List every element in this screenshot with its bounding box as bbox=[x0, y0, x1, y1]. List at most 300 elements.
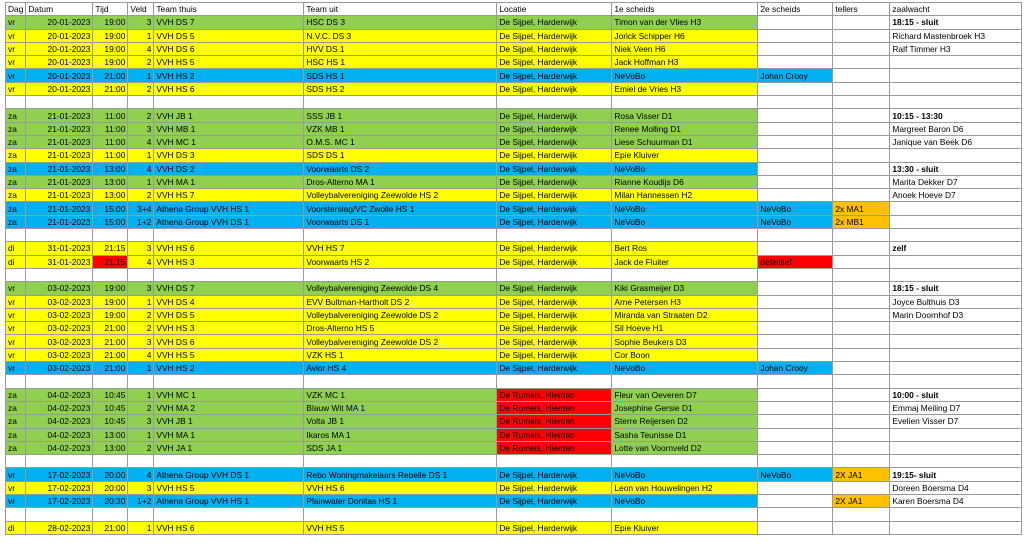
counters-cell[interactable] bbox=[833, 255, 890, 268]
empty-cell[interactable] bbox=[128, 455, 154, 468]
day-cell[interactable]: za bbox=[6, 388, 26, 401]
referee-1-cell[interactable]: Epie Kluiver bbox=[612, 521, 758, 534]
location-cell[interactable]: De Sijpel, Harderwijk bbox=[497, 282, 612, 295]
empty-cell[interactable] bbox=[833, 96, 890, 109]
field-cell[interactable]: 1+2 bbox=[128, 215, 154, 228]
time-cell[interactable]: 13:00 bbox=[93, 189, 128, 202]
time-cell[interactable]: 11:00 bbox=[93, 135, 128, 148]
hall-watch-cell[interactable] bbox=[890, 428, 1022, 441]
referee-2-cell[interactable] bbox=[758, 242, 833, 255]
counters-cell[interactable] bbox=[833, 481, 890, 494]
time-cell[interactable]: 19:00 bbox=[93, 42, 128, 55]
empty-cell[interactable] bbox=[890, 229, 1022, 242]
away-team-cell[interactable]: VZK MC 1 bbox=[304, 388, 497, 401]
empty-cell[interactable] bbox=[128, 229, 154, 242]
hall-watch-cell[interactable]: Evelien Visser D7 bbox=[890, 415, 1022, 428]
empty-cell[interactable] bbox=[758, 455, 833, 468]
counters-cell[interactable] bbox=[833, 401, 890, 414]
day-cell[interactable]: za bbox=[6, 109, 26, 122]
field-cell[interactable]: 1 bbox=[128, 521, 154, 534]
location-cell[interactable]: De Sijpel, Harderwijk bbox=[497, 42, 612, 55]
date-cell[interactable]: 21-01-2023 bbox=[26, 162, 93, 175]
time-cell[interactable]: 11:00 bbox=[93, 122, 128, 135]
empty-cell[interactable] bbox=[497, 96, 612, 109]
empty-cell[interactable] bbox=[154, 375, 304, 388]
counters-cell[interactable] bbox=[833, 56, 890, 69]
away-team-cell[interactable]: SSS JB 1 bbox=[304, 109, 497, 122]
date-cell[interactable]: 03-02-2023 bbox=[26, 295, 93, 308]
field-cell[interactable]: 3 bbox=[128, 16, 154, 29]
referee-1-cell[interactable]: NeVoBo bbox=[612, 69, 758, 82]
counters-cell[interactable] bbox=[833, 335, 890, 348]
hall-watch-cell[interactable] bbox=[890, 215, 1022, 228]
home-team-cell[interactable]: VVH DS 6 bbox=[154, 42, 304, 55]
referee-1-cell[interactable]: Rianne Koudijs D6 bbox=[612, 175, 758, 188]
away-team-cell[interactable]: SDS HS 2 bbox=[304, 82, 497, 95]
field-cell[interactable]: 4 bbox=[128, 468, 154, 481]
counters-cell[interactable] bbox=[833, 29, 890, 42]
counters-cell[interactable] bbox=[833, 521, 890, 534]
time-cell[interactable]: 13:00 bbox=[93, 441, 128, 454]
home-team-cell[interactable]: VVH HS 3 bbox=[154, 255, 304, 268]
date-cell[interactable]: 31-01-2023 bbox=[26, 255, 93, 268]
referee-2-cell[interactable] bbox=[758, 122, 833, 135]
empty-cell[interactable] bbox=[758, 508, 833, 521]
location-cell[interactable]: De Sijpel, Harderwijk bbox=[497, 322, 612, 335]
time-cell[interactable]: 21:00 bbox=[93, 82, 128, 95]
date-cell[interactable]: 04-02-2023 bbox=[26, 415, 93, 428]
home-team-cell[interactable]: VVH DS 4 bbox=[154, 295, 304, 308]
header-cell[interactable]: 1e scheids bbox=[612, 3, 758, 16]
referee-2-cell[interactable] bbox=[758, 56, 833, 69]
referee-2-cell[interactable] bbox=[758, 29, 833, 42]
away-team-cell[interactable]: HVV DS 1 bbox=[304, 42, 497, 55]
away-team-cell[interactable]: Dros-Alterno HS 5 bbox=[304, 322, 497, 335]
field-cell[interactable]: 1 bbox=[128, 388, 154, 401]
home-team-cell[interactable]: Athena Group VVH DS 1 bbox=[154, 468, 304, 481]
home-team-cell[interactable]: VVH HS 2 bbox=[154, 362, 304, 375]
away-team-cell[interactable]: N.V.C. DS 3 bbox=[304, 29, 497, 42]
empty-cell[interactable] bbox=[154, 229, 304, 242]
field-cell[interactable]: 1 bbox=[128, 29, 154, 42]
date-cell[interactable]: 21-01-2023 bbox=[26, 135, 93, 148]
date-cell[interactable]: 03-02-2023 bbox=[26, 348, 93, 361]
date-cell[interactable]: 21-01-2023 bbox=[26, 189, 93, 202]
referee-1-cell[interactable]: Jack Hoffman H3 bbox=[612, 56, 758, 69]
away-team-cell[interactable]: SDS JA 1 bbox=[304, 441, 497, 454]
header-cell[interactable]: Locatie bbox=[497, 3, 612, 16]
empty-cell[interactable] bbox=[497, 268, 612, 281]
empty-cell[interactable] bbox=[497, 375, 612, 388]
header-cell[interactable]: 2e scheids bbox=[758, 3, 833, 16]
empty-cell[interactable] bbox=[154, 455, 304, 468]
time-cell[interactable]: 13:00 bbox=[93, 175, 128, 188]
location-cell[interactable]: De Sijpel, Harderwijk bbox=[497, 56, 612, 69]
hall-watch-cell[interactable] bbox=[890, 521, 1022, 534]
empty-cell[interactable] bbox=[304, 96, 497, 109]
time-cell[interactable]: 21:00 bbox=[93, 348, 128, 361]
empty-cell[interactable] bbox=[128, 375, 154, 388]
header-cell[interactable]: Veld bbox=[128, 3, 154, 16]
away-team-cell[interactable]: Dros-Alterno MA 1 bbox=[304, 175, 497, 188]
referee-2-cell[interactable]: Johan Crooy bbox=[758, 362, 833, 375]
location-cell[interactable]: De Sijpel, Harderwijk bbox=[497, 202, 612, 215]
referee-1-cell[interactable]: Bert Ros bbox=[612, 242, 758, 255]
referee-1-cell[interactable]: NeVoBo bbox=[612, 202, 758, 215]
date-cell[interactable]: 17-02-2023 bbox=[26, 468, 93, 481]
referee-1-cell[interactable]: Epie Kluiver bbox=[612, 149, 758, 162]
empty-cell[interactable] bbox=[93, 375, 128, 388]
hall-watch-cell[interactable] bbox=[890, 362, 1022, 375]
date-cell[interactable]: 03-02-2023 bbox=[26, 335, 93, 348]
day-cell[interactable]: za bbox=[6, 215, 26, 228]
header-cell[interactable]: Dag bbox=[6, 3, 26, 16]
field-cell[interactable]: 4 bbox=[128, 42, 154, 55]
away-team-cell[interactable]: VVH HS 7 bbox=[304, 242, 497, 255]
date-cell[interactable]: 20-01-2023 bbox=[26, 16, 93, 29]
hall-watch-cell[interactable]: Doreen Boersma D4 bbox=[890, 481, 1022, 494]
date-cell[interactable]: 04-02-2023 bbox=[26, 441, 93, 454]
location-cell[interactable]: De Sijpel, Harderwijk bbox=[497, 109, 612, 122]
field-cell[interactable]: 2 bbox=[128, 109, 154, 122]
referee-1-cell[interactable]: Kiki Grasmeijer D3 bbox=[612, 282, 758, 295]
day-cell[interactable]: di bbox=[6, 521, 26, 534]
date-cell[interactable]: 21-01-2023 bbox=[26, 175, 93, 188]
hall-watch-cell[interactable] bbox=[890, 335, 1022, 348]
empty-cell[interactable] bbox=[612, 96, 758, 109]
empty-cell[interactable] bbox=[154, 268, 304, 281]
referee-2-cell[interactable] bbox=[758, 481, 833, 494]
empty-cell[interactable] bbox=[833, 508, 890, 521]
referee-1-cell[interactable]: Jack de Fluiter bbox=[612, 255, 758, 268]
time-cell[interactable]: 21:15 bbox=[93, 255, 128, 268]
time-cell[interactable]: 19:00 bbox=[93, 308, 128, 321]
home-team-cell[interactable]: VVH HS 5 bbox=[154, 56, 304, 69]
field-cell[interactable]: 3+4 bbox=[128, 202, 154, 215]
referee-2-cell[interactable] bbox=[758, 415, 833, 428]
empty-cell[interactable] bbox=[612, 375, 758, 388]
referee-2-cell[interactable] bbox=[758, 16, 833, 29]
counters-cell[interactable] bbox=[833, 362, 890, 375]
day-cell[interactable]: vr bbox=[6, 29, 26, 42]
home-team-cell[interactable]: VVH HS 5 bbox=[154, 481, 304, 494]
away-team-cell[interactable]: Voorwaarts DS 2 bbox=[304, 162, 497, 175]
counters-cell[interactable]: 2x MA1 bbox=[833, 202, 890, 215]
hall-watch-cell[interactable]: Richard Mastenbroek H3 bbox=[890, 29, 1022, 42]
day-cell[interactable]: di bbox=[6, 255, 26, 268]
empty-cell[interactable] bbox=[612, 268, 758, 281]
day-cell[interactable]: vr bbox=[6, 494, 26, 507]
empty-cell[interactable] bbox=[26, 375, 93, 388]
location-cell[interactable]: De Sijpel, Harderwijk bbox=[497, 481, 612, 494]
field-cell[interactable]: 3 bbox=[128, 122, 154, 135]
referee-1-cell[interactable]: Rosa Visser D1 bbox=[612, 109, 758, 122]
counters-cell[interactable] bbox=[833, 282, 890, 295]
referee-1-cell[interactable]: Liese Schuurman D1 bbox=[612, 135, 758, 148]
referee-2-cell[interactable] bbox=[758, 149, 833, 162]
location-cell[interactable]: De Rumels, Hierden bbox=[497, 428, 612, 441]
away-team-cell[interactable]: VVH HS 5 bbox=[304, 521, 497, 534]
header-cell[interactable]: Tijd bbox=[93, 3, 128, 16]
referee-1-cell[interactable]: Sil Hoeve H1 bbox=[612, 322, 758, 335]
date-cell[interactable]: 21-01-2023 bbox=[26, 109, 93, 122]
empty-cell[interactable] bbox=[128, 96, 154, 109]
field-cell[interactable]: 2 bbox=[128, 441, 154, 454]
home-team-cell[interactable]: VVH DS 7 bbox=[154, 282, 304, 295]
date-cell[interactable]: 03-02-2023 bbox=[26, 282, 93, 295]
time-cell[interactable]: 19:00 bbox=[93, 29, 128, 42]
home-team-cell[interactable]: VVH MC 1 bbox=[154, 135, 304, 148]
location-cell[interactable]: De Sijpel, Harderwijk bbox=[497, 162, 612, 175]
home-team-cell[interactable]: VVH HS 2 bbox=[154, 69, 304, 82]
empty-cell[interactable] bbox=[612, 455, 758, 468]
empty-cell[interactable] bbox=[758, 229, 833, 242]
day-cell[interactable]: za bbox=[6, 202, 26, 215]
empty-cell[interactable] bbox=[497, 229, 612, 242]
empty-cell[interactable] bbox=[26, 455, 93, 468]
header-cell[interactable]: Team thuis bbox=[154, 3, 304, 16]
referee-2-cell[interactable] bbox=[758, 42, 833, 55]
time-cell[interactable]: 20:00 bbox=[93, 468, 128, 481]
field-cell[interactable]: 4 bbox=[128, 348, 154, 361]
hall-watch-cell[interactable]: Emmaj Meiling D7 bbox=[890, 401, 1022, 414]
hall-watch-cell[interactable]: Karen Boersma D4 bbox=[890, 494, 1022, 507]
hall-watch-cell[interactable]: Anoek Hoeve D7 bbox=[890, 189, 1022, 202]
empty-cell[interactable] bbox=[833, 268, 890, 281]
hall-watch-cell[interactable] bbox=[890, 56, 1022, 69]
hall-watch-cell[interactable]: Marita Dekker D7 bbox=[890, 175, 1022, 188]
date-cell[interactable]: 17-02-2023 bbox=[26, 494, 93, 507]
counters-cell[interactable] bbox=[833, 135, 890, 148]
hall-watch-cell[interactable]: 18:15 - sluit bbox=[890, 282, 1022, 295]
field-cell[interactable]: 2 bbox=[128, 322, 154, 335]
referee-1-cell[interactable]: Arne Petersen H3 bbox=[612, 295, 758, 308]
hall-watch-cell[interactable] bbox=[890, 149, 1022, 162]
referee-1-cell[interactable]: Sophie Beukers D3 bbox=[612, 335, 758, 348]
location-cell[interactable]: De Sijpel, Harderwijk bbox=[497, 242, 612, 255]
date-cell[interactable]: 03-02-2023 bbox=[26, 308, 93, 321]
referee-2-cell[interactable] bbox=[758, 282, 833, 295]
location-cell[interactable]: De Sijpel, Harderwijk bbox=[497, 308, 612, 321]
home-team-cell[interactable]: VVH HS 6 bbox=[154, 82, 304, 95]
day-cell[interactable]: za bbox=[6, 149, 26, 162]
day-cell[interactable]: vr bbox=[6, 295, 26, 308]
date-cell[interactable]: 21-01-2023 bbox=[26, 215, 93, 228]
time-cell[interactable]: 19:00 bbox=[93, 56, 128, 69]
counters-cell[interactable] bbox=[833, 322, 890, 335]
day-cell[interactable]: za bbox=[6, 189, 26, 202]
time-cell[interactable]: 21:00 bbox=[93, 362, 128, 375]
referee-2-cell[interactable] bbox=[758, 135, 833, 148]
empty-cell[interactable] bbox=[304, 375, 497, 388]
referee-1-cell[interactable]: Lotte van Voornveld D2 bbox=[612, 441, 758, 454]
time-cell[interactable]: 19:00 bbox=[93, 282, 128, 295]
hall-watch-cell[interactable] bbox=[890, 441, 1022, 454]
empty-cell[interactable] bbox=[890, 375, 1022, 388]
away-team-cell[interactable]: HSC HS 1 bbox=[304, 56, 497, 69]
counters-cell[interactable] bbox=[833, 42, 890, 55]
referee-2-cell[interactable]: NeVoBo bbox=[758, 215, 833, 228]
home-team-cell[interactable]: VVH MA 1 bbox=[154, 175, 304, 188]
day-cell[interactable]: vr bbox=[6, 468, 26, 481]
date-cell[interactable]: 03-02-2023 bbox=[26, 362, 93, 375]
home-team-cell[interactable]: VVH JA 1 bbox=[154, 441, 304, 454]
time-cell[interactable]: 13:00 bbox=[93, 428, 128, 441]
location-cell[interactable]: De Sijpel, Harderwijk bbox=[497, 215, 612, 228]
field-cell[interactable]: 4 bbox=[128, 135, 154, 148]
empty-cell[interactable] bbox=[612, 229, 758, 242]
field-cell[interactable]: 2 bbox=[128, 401, 154, 414]
home-team-cell[interactable]: VVH MC 1 bbox=[154, 388, 304, 401]
time-cell[interactable]: 19:00 bbox=[93, 295, 128, 308]
referee-1-cell[interactable]: Miranda van Straaten D2 bbox=[612, 308, 758, 321]
referee-2-cell[interactable] bbox=[758, 521, 833, 534]
away-team-cell[interactable]: Volleybalvereniging Zeewolde DS 4 bbox=[304, 282, 497, 295]
date-cell[interactable]: 04-02-2023 bbox=[26, 428, 93, 441]
location-cell[interactable]: De Sijpel, Harderwijk bbox=[497, 16, 612, 29]
referee-1-cell[interactable]: NeVoBo bbox=[612, 162, 758, 175]
empty-cell[interactable] bbox=[26, 96, 93, 109]
counters-cell[interactable]: 2X JA1 bbox=[833, 468, 890, 481]
day-cell[interactable]: vr bbox=[6, 69, 26, 82]
location-cell[interactable]: De Sijpel, Harderwijk bbox=[497, 135, 612, 148]
referee-2-cell[interactable] bbox=[758, 388, 833, 401]
location-cell[interactable]: De Sijpel, Harderwijk bbox=[497, 122, 612, 135]
referee-2-cell[interactable] bbox=[758, 348, 833, 361]
referee-1-cell[interactable]: Cor Boon bbox=[612, 348, 758, 361]
home-team-cell[interactable]: VVH DS 5 bbox=[154, 29, 304, 42]
time-cell[interactable]: 10:45 bbox=[93, 415, 128, 428]
date-cell[interactable]: 31-01-2023 bbox=[26, 242, 93, 255]
home-team-cell[interactable]: VVH JB 1 bbox=[154, 109, 304, 122]
counters-cell[interactable] bbox=[833, 16, 890, 29]
home-team-cell[interactable]: VVH HS 3 bbox=[154, 322, 304, 335]
away-team-cell[interactable]: Voorsterslag/VC Zwolle HS 1 bbox=[304, 202, 497, 215]
time-cell[interactable]: 11:00 bbox=[93, 109, 128, 122]
empty-cell[interactable] bbox=[304, 455, 497, 468]
referee-2-cell[interactable]: NeVoBo bbox=[758, 468, 833, 481]
empty-cell[interactable] bbox=[497, 508, 612, 521]
time-cell[interactable]: 21:00 bbox=[93, 521, 128, 534]
referee-2-cell[interactable] bbox=[758, 308, 833, 321]
hall-watch-cell[interactable]: 19:15- sluit bbox=[890, 468, 1022, 481]
home-team-cell[interactable]: VVH DS 7 bbox=[154, 16, 304, 29]
referee-1-cell[interactable]: NeVoBo bbox=[612, 468, 758, 481]
empty-cell[interactable] bbox=[154, 96, 304, 109]
referee-2-cell[interactable] bbox=[758, 401, 833, 414]
empty-cell[interactable] bbox=[833, 229, 890, 242]
hall-watch-cell[interactable]: 13:30 - sluit bbox=[890, 162, 1022, 175]
away-team-cell[interactable]: Plainwater Donitas HS 1 bbox=[304, 494, 497, 507]
referee-1-cell[interactable]: Sterre Reijersen D2 bbox=[612, 415, 758, 428]
away-team-cell[interactable]: Voorwaarts HS 2 bbox=[304, 255, 497, 268]
home-team-cell[interactable]: VVH MB 1 bbox=[154, 122, 304, 135]
field-cell[interactable]: 3 bbox=[128, 415, 154, 428]
day-cell[interactable]: vr bbox=[6, 308, 26, 321]
day-cell[interactable]: vr bbox=[6, 16, 26, 29]
empty-cell[interactable] bbox=[6, 229, 26, 242]
field-cell[interactable]: 1 bbox=[128, 295, 154, 308]
counters-cell[interactable] bbox=[833, 308, 890, 321]
referee-1-cell[interactable]: NeVoBo bbox=[612, 362, 758, 375]
day-cell[interactable]: za bbox=[6, 428, 26, 441]
time-cell[interactable]: 15:00 bbox=[93, 202, 128, 215]
header-cell[interactable]: Datum bbox=[26, 3, 93, 16]
time-cell[interactable]: 15:00 bbox=[93, 215, 128, 228]
hall-watch-cell[interactable]: 18:15 - sluit bbox=[890, 16, 1022, 29]
empty-cell[interactable] bbox=[6, 96, 26, 109]
empty-cell[interactable] bbox=[93, 508, 128, 521]
field-cell[interactable]: 4 bbox=[128, 255, 154, 268]
counters-cell[interactable] bbox=[833, 295, 890, 308]
header-cell[interactable]: zaalwacht bbox=[890, 3, 1022, 16]
date-cell[interactable]: 04-02-2023 bbox=[26, 401, 93, 414]
counters-cell[interactable] bbox=[833, 175, 890, 188]
referee-1-cell[interactable]: Josephine Gersie D1 bbox=[612, 401, 758, 414]
away-team-cell[interactable]: Volleybalvereniging Zeewolde HS 2 bbox=[304, 189, 497, 202]
day-cell[interactable]: vr bbox=[6, 282, 26, 295]
field-cell[interactable]: 3 bbox=[128, 481, 154, 494]
location-cell[interactable]: De Sijpel, Harderwijk bbox=[497, 468, 612, 481]
home-team-cell[interactable]: VVH JB 1 bbox=[154, 415, 304, 428]
hall-watch-cell[interactable]: 10:15 - 13:30 bbox=[890, 109, 1022, 122]
location-cell[interactable]: De Sijpel, Harderwijk bbox=[497, 335, 612, 348]
home-team-cell[interactable]: VVH MA 1 bbox=[154, 428, 304, 441]
location-cell[interactable]: De Sijpel, Harderwijk bbox=[497, 255, 612, 268]
time-cell[interactable]: 21:00 bbox=[93, 69, 128, 82]
referee-1-cell[interactable]: Emiel de Vries H3 bbox=[612, 82, 758, 95]
empty-cell[interactable] bbox=[26, 268, 93, 281]
location-cell[interactable]: De Rumels, Hierden bbox=[497, 388, 612, 401]
empty-cell[interactable] bbox=[890, 455, 1022, 468]
counters-cell[interactable] bbox=[833, 441, 890, 454]
empty-cell[interactable] bbox=[758, 96, 833, 109]
counters-cell[interactable] bbox=[833, 242, 890, 255]
counters-cell[interactable] bbox=[833, 69, 890, 82]
counters-cell[interactable] bbox=[833, 149, 890, 162]
away-team-cell[interactable]: Volleybalvereniging Zeewolde DS 2 bbox=[304, 308, 497, 321]
day-cell[interactable]: za bbox=[6, 135, 26, 148]
referee-2-cell[interactable] bbox=[758, 428, 833, 441]
header-cell[interactable]: Team uit bbox=[304, 3, 497, 16]
home-team-cell[interactable]: VVH DS 2 bbox=[154, 162, 304, 175]
field-cell[interactable]: 1 bbox=[128, 149, 154, 162]
date-cell[interactable]: 21-01-2023 bbox=[26, 122, 93, 135]
away-team-cell[interactable]: SDS HS 1 bbox=[304, 69, 497, 82]
field-cell[interactable]: 1 bbox=[128, 69, 154, 82]
home-team-cell[interactable]: VVH HS 6 bbox=[154, 521, 304, 534]
date-cell[interactable]: 21-01-2023 bbox=[26, 202, 93, 215]
date-cell[interactable]: 17-02-2023 bbox=[26, 481, 93, 494]
time-cell[interactable]: 10:45 bbox=[93, 388, 128, 401]
counters-cell[interactable] bbox=[833, 122, 890, 135]
hall-watch-cell[interactable] bbox=[890, 348, 1022, 361]
hall-watch-cell[interactable] bbox=[890, 255, 1022, 268]
empty-cell[interactable] bbox=[6, 508, 26, 521]
hall-watch-cell[interactable]: 10:00 - sluit bbox=[890, 388, 1022, 401]
away-team-cell[interactable]: O.M.S. MC 1 bbox=[304, 135, 497, 148]
location-cell[interactable]: De Rumels, Hierden bbox=[497, 401, 612, 414]
field-cell[interactable]: 3 bbox=[128, 335, 154, 348]
time-cell[interactable]: 19:00 bbox=[93, 16, 128, 29]
empty-cell[interactable] bbox=[26, 229, 93, 242]
counters-cell[interactable] bbox=[833, 82, 890, 95]
day-cell[interactable]: vr bbox=[6, 335, 26, 348]
time-cell[interactable]: 20:30 bbox=[93, 494, 128, 507]
empty-cell[interactable] bbox=[890, 268, 1022, 281]
hall-watch-cell[interactable]: Marin Doornhof D3 bbox=[890, 308, 1022, 321]
hall-watch-cell[interactable] bbox=[890, 322, 1022, 335]
